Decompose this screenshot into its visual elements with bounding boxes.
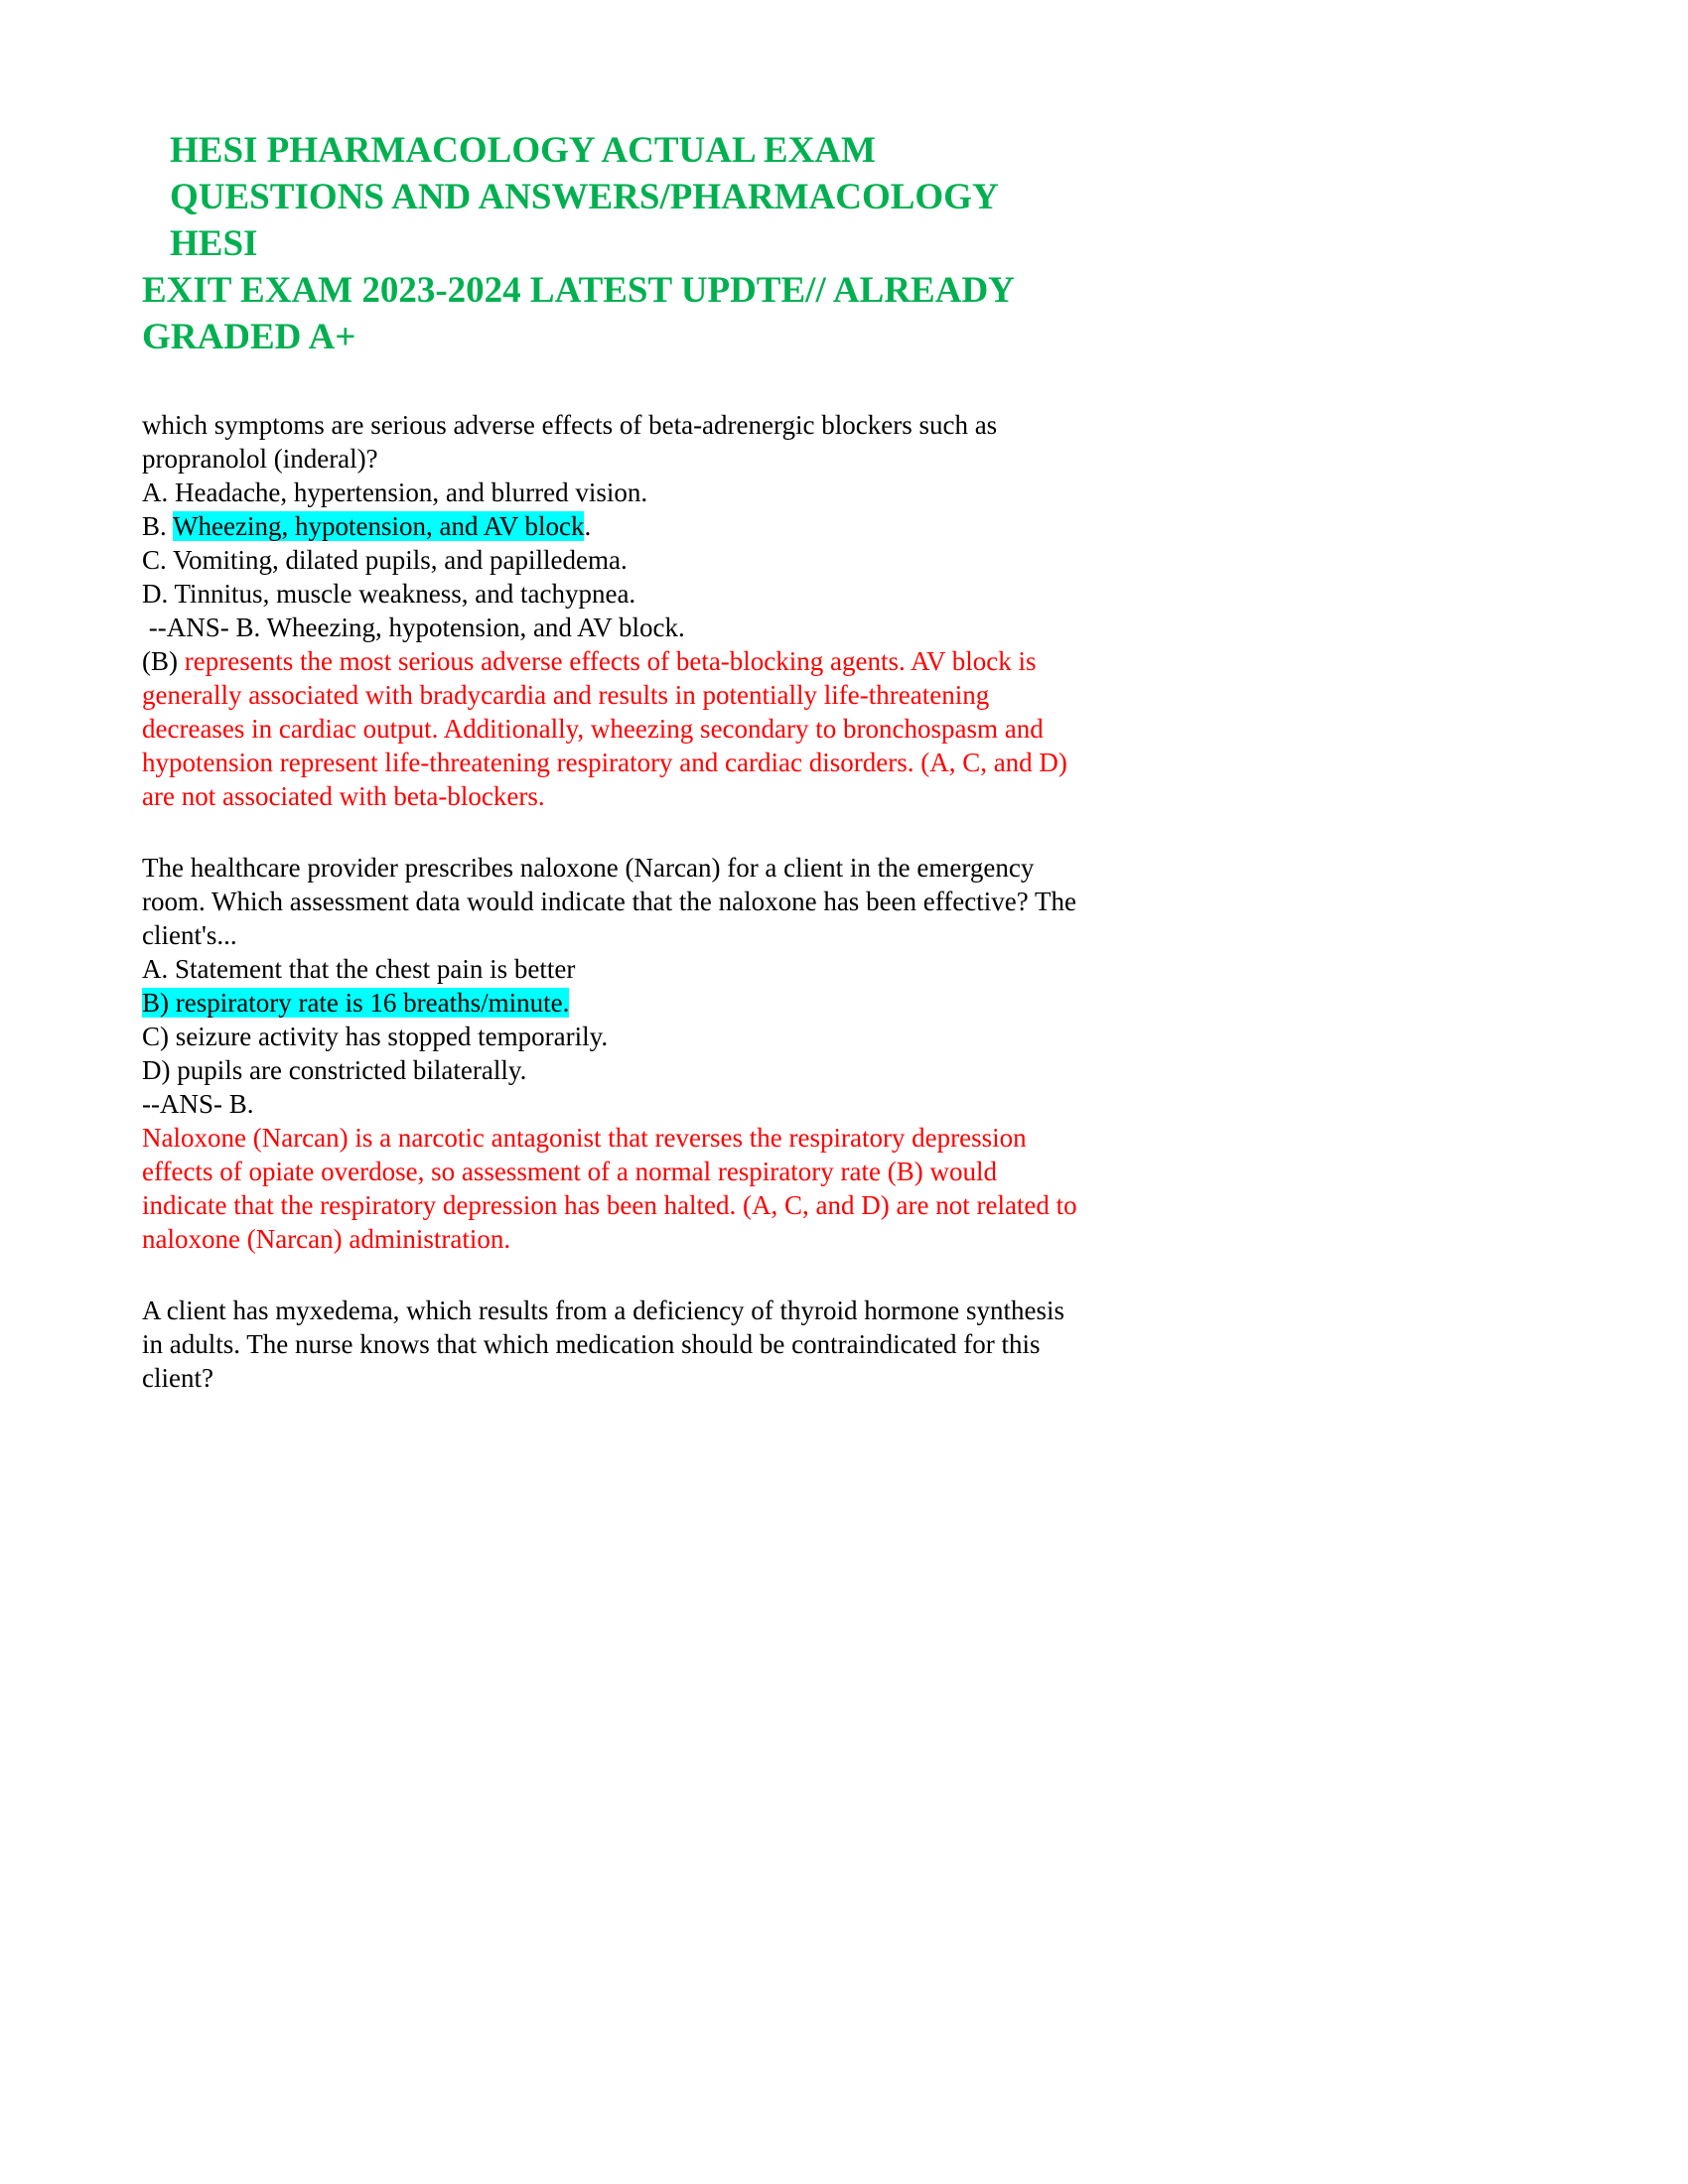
- question-2-option-d: [142, 1053, 1085, 1087]
- text-segment: A client has myxedema, which results from a deficiency of thyroid hormone synthesis in adults. The nurse knows that which medication should be contraindicated for this client?: [142, 1296, 1071, 1393]
- text-segment: (B): [142, 646, 178, 676]
- question-1-option-b: [142, 509, 1085, 543]
- text-segment: C) seizure activity has stopped temporarily.: [142, 1022, 609, 1051]
- text-segment: D) pupils are constricted bilaterally.: [142, 1055, 527, 1085]
- question-1-rationale: [142, 644, 1085, 813]
- question-2-rationale: [142, 1121, 1085, 1256]
- paragraph-spacer: [142, 813, 1085, 851]
- text-segment: D. Tinnitus, muscle weakness, and tachypnea.: [142, 579, 636, 609]
- question-2-option-c: [142, 1020, 1085, 1053]
- question-2-answer: [142, 1087, 1085, 1121]
- highlighted-text: Wheezing, hypotension, and AV block: [173, 511, 585, 541]
- text-segment: which symptoms are serious adverse effects of beta-adrenergic blockers such as propranolol (inderal)?: [142, 410, 1004, 474]
- text-segment: A. Statement that the chest pain is better: [142, 954, 576, 984]
- question-1-stem: [142, 408, 1085, 476]
- text-segment: .: [584, 511, 592, 541]
- text-segment: The healthcare provider prescribes naloxone (Narcan) for a client in the emergency room. Which assessment data would indicate that the naloxone has been effective? The client's...: [142, 853, 1083, 950]
- text-segment: --ANS- B. Wheezing, hypotension, and AV block.: [142, 613, 685, 642]
- question-2-stem: [142, 851, 1085, 952]
- question-1-option-c: [142, 543, 1085, 577]
- question-2-option-b: [142, 986, 1085, 1020]
- document-title: [142, 127, 1085, 360]
- rationale-text: represents the most serious adverse effects of beta-blocking agents. AV block is generally associated with bradycardia and results in potentially life-threatening decreases in cardiac output. Additionally, wheezing secondary to bronchospasm and hypotension represent life-threatening respiratory and cardiac disorders. (A, C, and D) are not associated with beta-blockers.: [142, 646, 1074, 811]
- question-2-option-a: [142, 952, 1085, 986]
- question-1-answer: [142, 611, 1085, 644]
- question-3-stem: [142, 1294, 1085, 1395]
- text-segment: B.: [142, 511, 174, 541]
- document-content: [142, 127, 1085, 1395]
- text-segment: --ANS- B.: [142, 1089, 254, 1119]
- document-title-part2: EXIT EXAM 2023-2024 LATEST UPDTE// ALREADY GRADED A+: [142, 270, 1015, 357]
- question-1-option-d: [142, 577, 1085, 611]
- paragraph-spacer: [142, 1256, 1085, 1294]
- text-segment: C. Vomiting, dilated pupils, and papilledema.: [142, 545, 628, 575]
- text-segment: A. Headache, hypertension, and blurred vision.: [142, 478, 648, 507]
- rationale-text: Naloxone (Narcan) is a narcotic antagonist that reverses the respiratory depression effects of opiate overdose, so assessment of a normal respiratory rate (B) would indicate that the respiratory depression has been halted. (A, C, and D) are not related to naloxone (Narcan) administration.: [142, 1123, 1084, 1254]
- question-1-option-a: [142, 476, 1085, 509]
- highlighted-text: B) respiratory rate is 16 breaths/minute.: [142, 988, 570, 1018]
- document-body: [142, 408, 1085, 1395]
- document-title-part1: HESI PHARMACOLOGY ACTUAL EXAM QUESTIONS AND ANSWERS/PHARMACOLOGY HESI: [170, 130, 999, 264]
